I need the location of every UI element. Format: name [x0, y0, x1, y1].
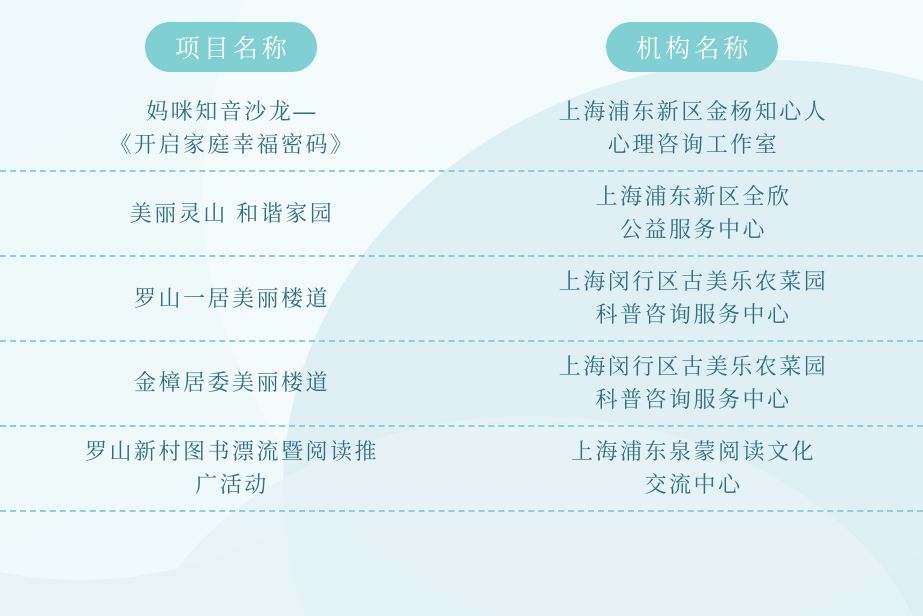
header-cell-organization: [462, 22, 923, 72]
organization-name-cell: [462, 257, 923, 340]
project-name-cell: [0, 358, 462, 407]
header-cell-project: [0, 22, 462, 72]
project-name-line: 罗山新村图书漂流暨阅读推: [84, 438, 379, 464]
table-row: [0, 342, 923, 427]
table-header: [0, 0, 923, 72]
table-row: [0, 86, 923, 172]
column-header-project-pill: 项目名称: [145, 22, 317, 72]
organization-name-line: 上海浦东泉蒙阅读文化: [570, 438, 816, 464]
project-name-cell: [0, 427, 462, 510]
organization-name-line: 上海浦东新区金杨知心人: [558, 98, 829, 124]
table-body: [0, 86, 923, 512]
project-name-line: 广活动: [195, 472, 269, 498]
organization-name-line: 公益服务中心: [619, 217, 767, 243]
project-name-cell: [0, 274, 462, 323]
organization-name-cell: [462, 342, 923, 425]
project-name-line: 《开启家庭幸福密码》: [109, 132, 355, 157]
project-name-cell: [0, 189, 462, 238]
project-name-line: 罗山一居美丽楼道: [133, 285, 330, 311]
project-name-line: 美丽灵山 和谐家园: [129, 200, 335, 226]
organization-name-cell: [462, 87, 923, 170]
organization-name-line: 心理咨询工作室: [607, 132, 780, 157]
organization-name-line: 交流中心: [644, 472, 743, 498]
project-name-line: 金樟居委美丽楼道: [133, 370, 330, 396]
organization-name-line: 上海闵行区古美乐农菜园: [558, 268, 829, 294]
table-row: [0, 257, 923, 342]
organization-name-line: 上海闵行区古美乐农菜园: [558, 353, 829, 379]
organization-name-line: 上海浦东新区全欣: [595, 184, 792, 209]
organization-name-line: 科普咨询服务中心: [595, 387, 792, 413]
table-row: [0, 172, 923, 257]
project-name-cell: [0, 87, 462, 170]
organization-name-cell: [462, 427, 923, 510]
column-header-organization-pill: 机构名称: [606, 22, 778, 72]
organization-name-cell: [462, 172, 923, 255]
table-row: [0, 427, 923, 512]
organization-name-line: 科普咨询服务中心: [595, 302, 792, 328]
project-name-line: 妈咪知音沙龙—: [146, 98, 318, 124]
